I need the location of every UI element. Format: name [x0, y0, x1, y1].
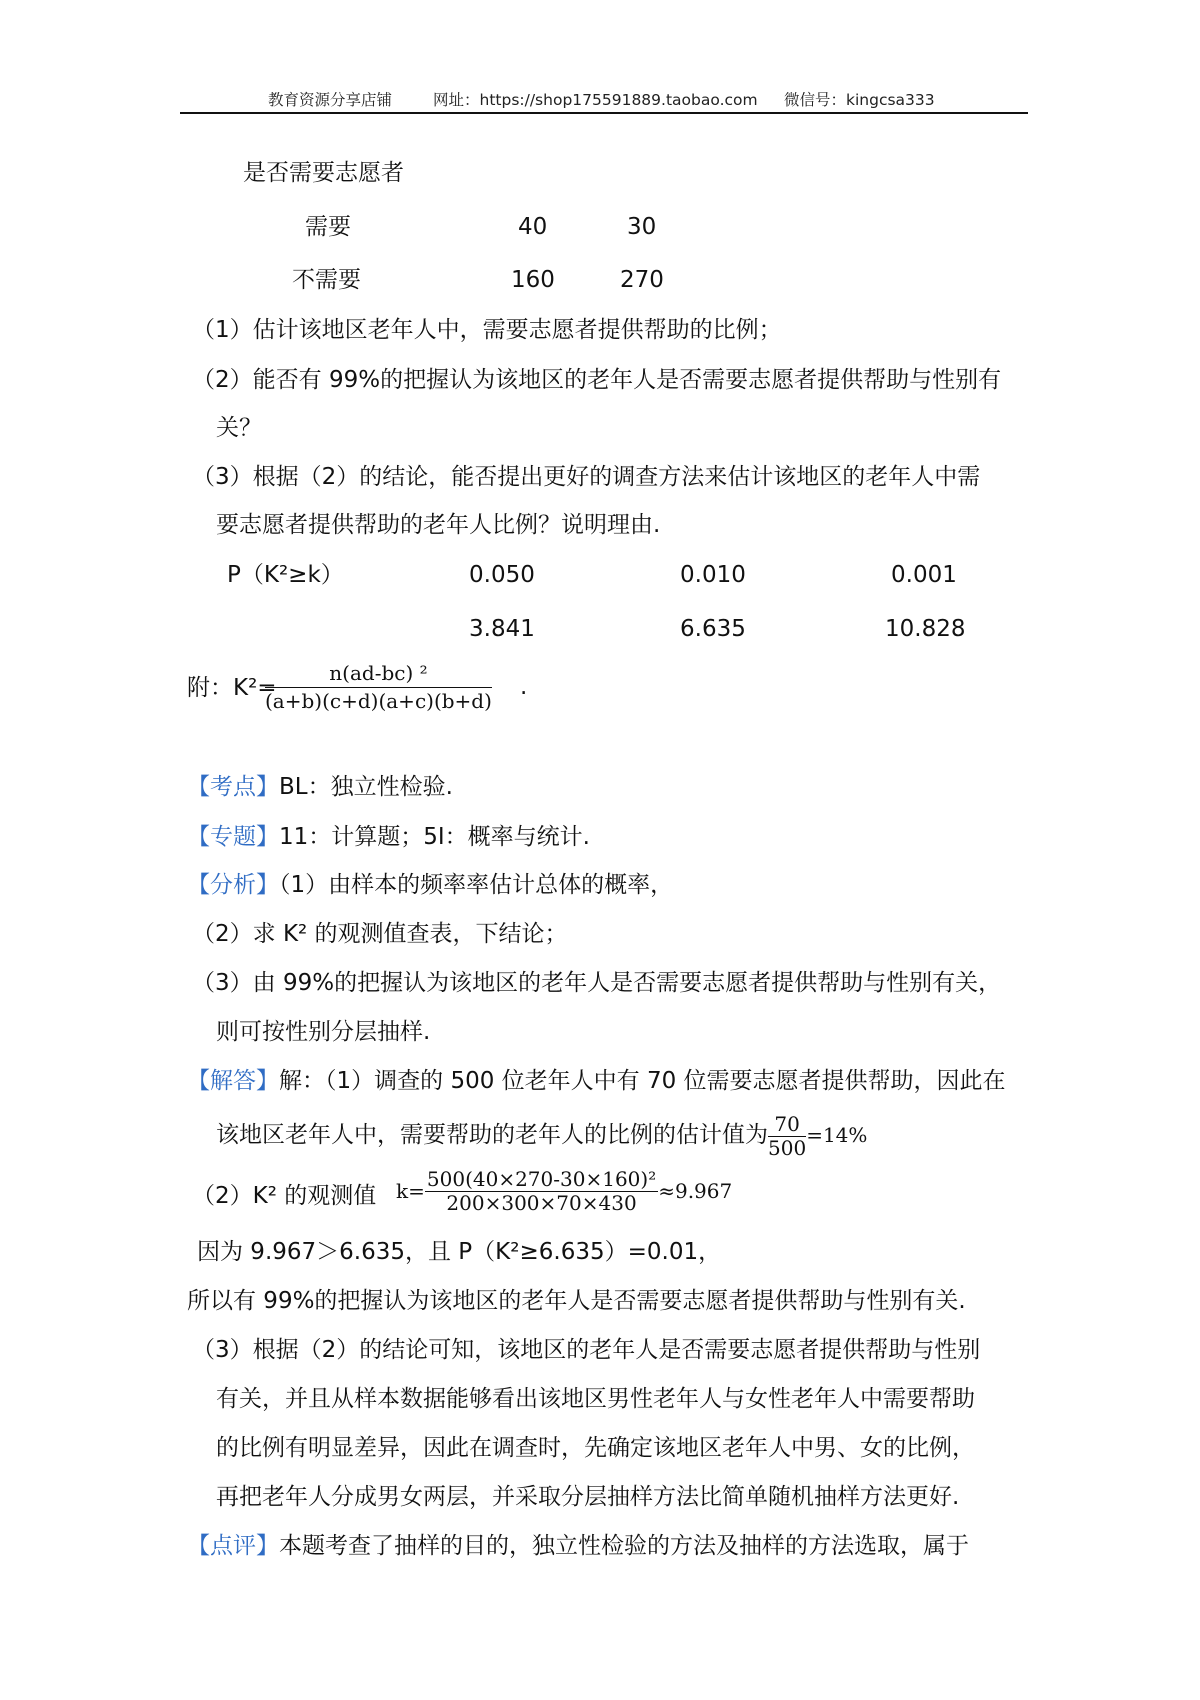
ratio-result: =14%	[806, 1123, 868, 1147]
kaodian-text: BL：独立性检验.	[279, 774, 453, 800]
header-wechat: 微信号：kingcsa333	[784, 91, 935, 109]
table-cell: 40	[518, 214, 548, 240]
jieda-line3: （2）K² 的观测值	[192, 1183, 377, 1209]
jieda-line8: 的比例有明显差异，因此在调查时，先确定该地区老年人中男、女的比例，	[216, 1435, 975, 1461]
zhuanti-line	[187, 822, 590, 852]
jieda-line1	[187, 1066, 1006, 1096]
critical-probability: 0.010	[680, 562, 746, 588]
critical-k-value: 3.841	[469, 616, 535, 642]
k-result: ≈9.967	[658, 1179, 733, 1203]
fenxi-line4: 则可按性别分层抽样.	[216, 1019, 431, 1045]
k-denominator: 200×300×70×430	[446, 1191, 637, 1215]
question-2-line2: 关？	[216, 415, 262, 441]
k-prefix: k=	[396, 1179, 425, 1203]
jieda-tag: 【解答】	[187, 1068, 279, 1094]
fenxi-line2: （2）求 K² 的观测值查表，下结论；	[192, 921, 568, 947]
zhuanti-text: 11：计算题；5I：概率与统计.	[279, 824, 590, 850]
ratio-denominator: 500	[768, 1135, 807, 1160]
formula-prefix: 附：K²=	[187, 675, 277, 701]
jieda-line9: 再把老年人分成男女两层，并采取分层抽样方法比简单随机抽样方法更好.	[216, 1484, 960, 1510]
fenxi-line3: （3）由 99%的把握认为该地区的老年人是否需要志愿者提供帮助与性别有关，	[192, 970, 1002, 996]
critical-k-value: 6.635	[680, 616, 746, 642]
table-cell: 30	[627, 214, 657, 240]
jieda-line2	[216, 1110, 867, 1160]
dianping-line	[187, 1531, 969, 1561]
table-cell: 160	[511, 267, 555, 293]
question-3-line1: （3）根据（2）的结论，能否提出更好的调查方法来估计该地区的老年人中需	[192, 464, 981, 490]
fenxi-text-1: （1）由样本的频率率估计总体的概率，	[279, 872, 674, 898]
jieda-line4: 因为 9.967＞6.635，且 P（K²≥6.635）=0.01，	[197, 1239, 722, 1265]
formula-suffix: .	[520, 674, 528, 700]
ratio-numerator: 70	[768, 1113, 806, 1137]
header-url: 网址：https://shop175591889.taobao.com	[433, 91, 758, 109]
formula-fraction	[265, 661, 492, 714]
header-rule	[180, 112, 1028, 114]
dianping-text: 本题考查了抽样的目的，独立性检验的方法及抽样的方法选取，属于	[279, 1533, 969, 1559]
formula-numerator: n(ad-bc) ²	[265, 661, 492, 688]
jieda-line6: （3）根据（2）的结论可知，该地区的老年人是否需要志愿者提供帮助与性别	[192, 1337, 981, 1363]
kaodian-line	[187, 772, 453, 802]
k-numerator: 500(40×270-30×160)²	[426, 1167, 657, 1191]
jieda-text-2: 该地区老年人中，需要帮助的老年人的比例的估计值为	[216, 1122, 768, 1148]
ratio-fraction	[768, 1113, 806, 1159]
header-shop: 教育资源分享店铺	[268, 91, 393, 109]
question-1: （1）估计该地区老年人中，需要志愿者提供帮助的比例；	[192, 317, 782, 343]
jieda-line5: 所以有 99%的把握认为该地区的老年人是否需要志愿者提供帮助与性别有关.	[187, 1288, 966, 1314]
table-row-label: 不需要	[292, 267, 361, 293]
question-3-line2: 要志愿者提供帮助的老年人比例？说明理由.	[216, 512, 661, 538]
critical-probability: 0.050	[469, 562, 535, 588]
table-row-label: 需要	[305, 214, 351, 240]
critical-k-value: 10.828	[885, 616, 966, 642]
table-row-header: 是否需要志愿者	[243, 160, 404, 186]
jieda-line7: 有关，并且从样本数据能够看出该地区男性老年人与女性老年人中需要帮助	[216, 1386, 975, 1412]
fenxi-line1	[187, 870, 673, 900]
jieda-text-1: 解：（1）调查的 500 位老年人中有 70 位需要志愿者提供帮助，因此在	[279, 1068, 1006, 1094]
dianping-tag: 【点评】	[187, 1533, 279, 1559]
question-2-line1: （2）能否有 99%的把握认为该地区的老年人是否需要志愿者提供帮助与性别有	[192, 367, 1002, 393]
kaodian-tag: 【考点】	[187, 774, 279, 800]
table-cell: 270	[620, 267, 664, 293]
zhuanti-tag: 【专题】	[187, 824, 279, 850]
critical-probability: 0.001	[891, 562, 957, 588]
k-fraction	[425, 1168, 658, 1214]
critical-p-label: P（K²≥k）	[227, 562, 344, 588]
fenxi-tag: 【分析】	[187, 872, 279, 898]
formula-denominator: (a+b)(c+d)(a+c)(b+d)	[265, 689, 492, 713]
k-statistic	[396, 1168, 732, 1214]
